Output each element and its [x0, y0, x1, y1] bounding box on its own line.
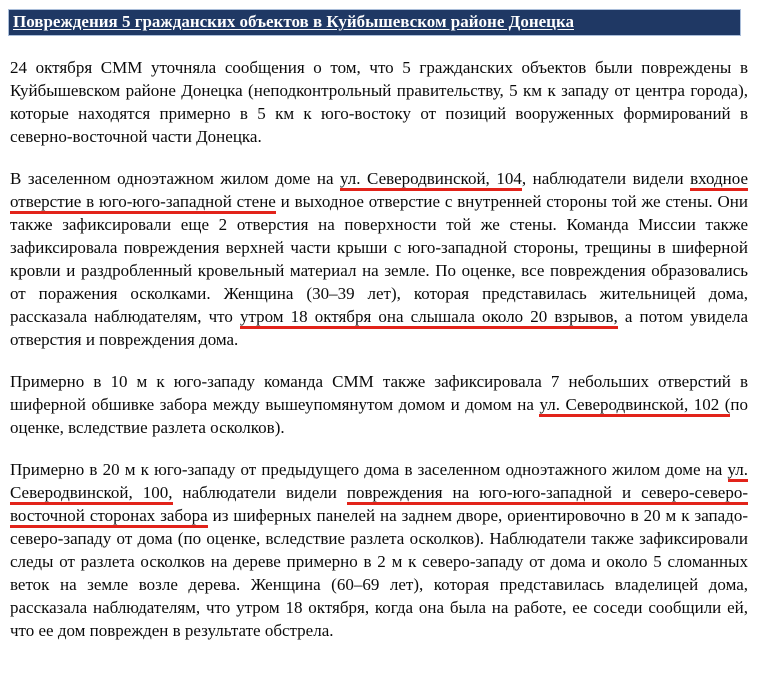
text-segment: наблюдатели видели	[172, 483, 347, 502]
paragraph	[10, 56, 748, 148]
red-annotation-underline: ул. Северодвинской, 102 (	[539, 395, 730, 417]
text-segment: В заселенном одноэтажном жилом доме на	[10, 169, 341, 188]
paragraph	[10, 167, 748, 351]
text-segment: , наблюдатели видели	[521, 169, 691, 188]
text-segment: Примерно в 20 м к юго-западу от предыдущего дома в заселенном одноэтажного жилом доме на	[10, 460, 728, 479]
report-title-bar	[8, 9, 741, 36]
red-annotation-underline: повреждения на юго-юго-западной и северо-северо-восточной сторонах забора	[10, 483, 748, 528]
text-segment: и выходное отверстие с внутренней стороны той же стены. Они также зафиксировали еще 2 отверстия на поверхности той же стены. Команда Миссии также зафиксировала повреждения верхней части крыши с юго-западной стороны, трещины в шиферной кровли и раздробленный кровельный материал на земле. По оценке, все повреждения образовались от поражения осколками. Женщина (30–39 лет), которая представилась жительницей дома, рассказала наблюдателям, что	[10, 192, 748, 326]
text-segment: из шиферных панелей на заднем дворе, ориентировочно в 20 м к западо-северо-западу от дома (по оценке, вследствие разлета осколков). Наблюдатели также зафиксировали следы от разлета осколков на дереве примерно в 2 м к северо-западу от дома и около 5 сломанных веток на земле возле дерева. Женщина (60–69 лет), которая представилась владелицей дома, рассказала наблюдателям, что утром 18 октября, когда она была на работе, ее соседи сообщили ей, что ее дом поврежден в результате обстрела.	[10, 506, 748, 640]
text-segment: а потом увидела отверстия и повреждения дома.	[10, 307, 749, 349]
text-segment: Примерно в 10 м к юго-западу команда СММ также зафиксировала 7 небольших отверстий в шиферной обшивке забора между вышеупомянутом домом и домом на	[10, 372, 748, 414]
text-segment: 24 октября СММ уточняла сообщения о том, что 5 гражданских объектов были повреждены в Куйбышевском районе Донецка (неподконтрольный правительству, 5 км к западу от центра города), которые находятся примерно в 5 км к юго-востоку от позиций вооруженных формирований в северно-восточной части Донецка.	[10, 58, 748, 146]
text-segment: по оценке, вследствие разлета осколков).	[10, 395, 748, 437]
paragraph	[10, 370, 748, 439]
red-annotation-underline: утром 18 октября она слышала около 20 взрывов,	[240, 307, 618, 329]
paragraph	[10, 458, 748, 642]
red-annotation-underline: входное отверстие в юго-юго-западной стене	[10, 169, 748, 214]
document-body	[0, 36, 757, 642]
report-page	[0, 9, 757, 695]
red-annotation-underline: ул. Северодвинской, 104	[340, 169, 522, 191]
report-title-text: Повреждения 5 гражданских объектов в Куйбышевском районе Донецка	[13, 12, 574, 31]
red-annotation-underline: ул. Северодвинской, 100,	[10, 460, 748, 505]
